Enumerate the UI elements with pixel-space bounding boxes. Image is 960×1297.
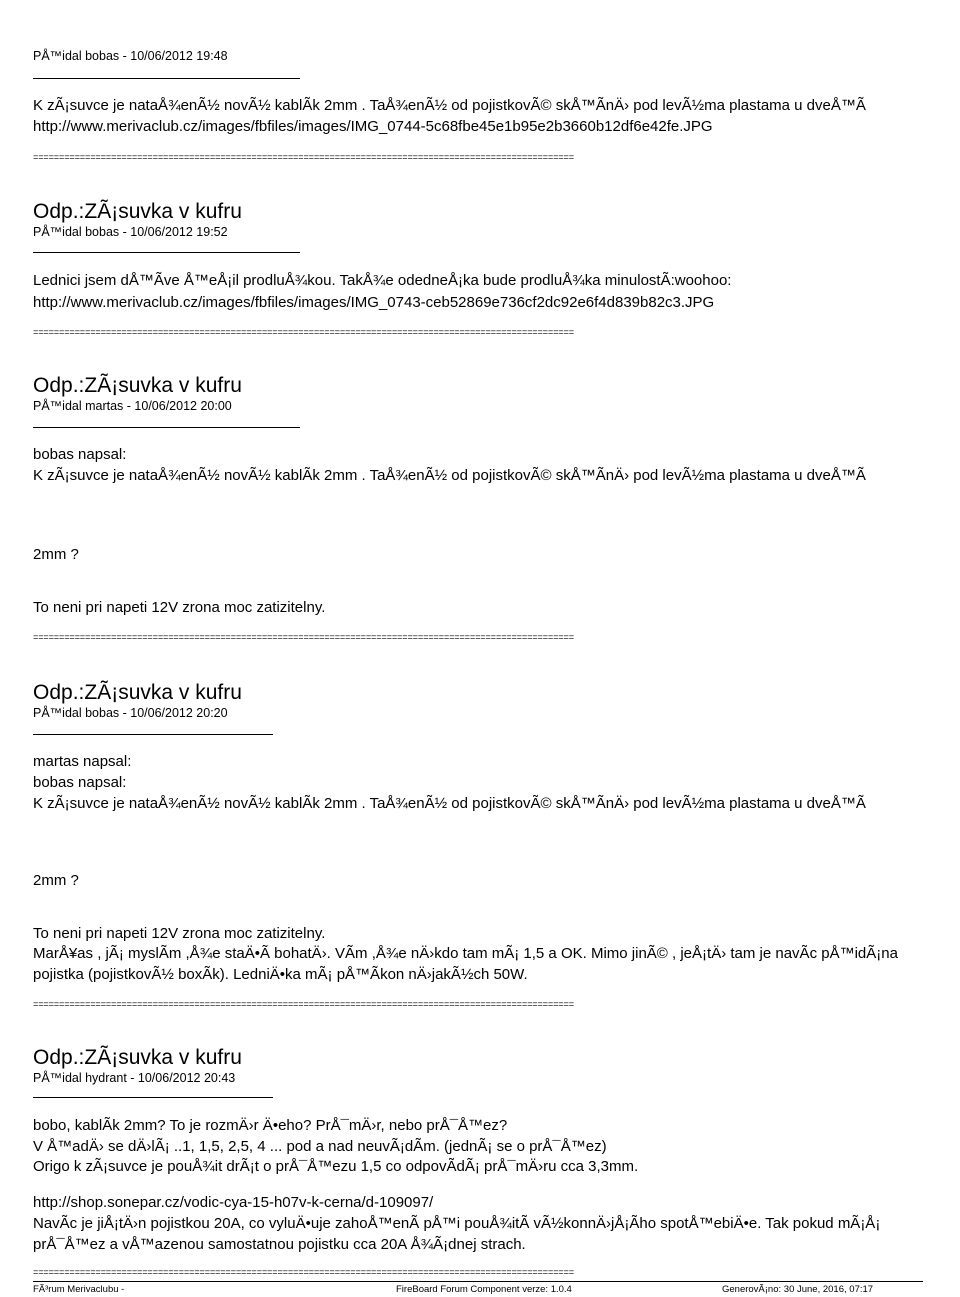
image-link[interactable]: http://www.merivaclub.cz/images/fbfiles/images/IMG_0743-ceb52869e736cf2dc92e6f4d839b82c3.JPG	[33, 294, 715, 311]
post-title: Odp.:ZÃ¡suvka v kufru	[33, 1046, 242, 1069]
post-text-line: bobo, kablÃk 2mm? To je rozmÄ›r Ä•eho? PrÅ¯mÄ›r, nebo prÅ¯Å™ez?	[33, 1117, 508, 1134]
meta-rule	[33, 1097, 273, 1098]
quote-text: K zÃ¡suvce je nataÅ¾enÃ½ novÃ½ kablÃk 2mm . TaÅ¾enÃ½ od pojistkovÃ© skÅ™ÃnÄ› pod levÃ½ma plastama u dveÅ™Ã	[33, 467, 866, 484]
post-separator: ========================================================================================================	[33, 153, 574, 163]
post-separator: ========================================================================================================	[33, 1268, 574, 1278]
post-title: Odp.:ZÃ¡suvka v kufru	[33, 681, 242, 704]
post-separator: ========================================================================================================	[33, 328, 574, 338]
post-separator: ========================================================================================================	[33, 633, 574, 643]
post-separator: ========================================================================================================	[33, 1000, 574, 1010]
post-meta: PÅ™idal bobas - 10/06/2012 19:48	[33, 49, 228, 63]
footer-component-version: FireBoard Forum Component verze: 1.0.4	[396, 1284, 572, 1295]
meta-rule	[33, 252, 300, 253]
post-text-line: K zÃ¡suvce je nataÅ¾enÃ½ novÃ½ kablÃk 2mm . TaÅ¾enÃ½ od pojistkovÃ© skÅ™ÃnÄ› pod levÃ½ma plastama u dveÅ™Ã	[33, 97, 866, 114]
quote-question: 2mm ?	[33, 546, 79, 563]
post-text-line: V Å™adÄ› se dÄ›lÃ¡ ..1, 1,5, 2,5, 4 ... pod a nad neuvÃ¡dÃm. (jednÃ¡ se o prÅ¯Å™ez)	[33, 1138, 607, 1155]
quote-author: martas napsal:	[33, 753, 132, 770]
image-link[interactable]: http://www.merivaclub.cz/images/fbfiles/images/IMG_0744-5c68fbe45e1b95e2b3660b12df6e42fe.JPG	[33, 118, 713, 135]
meta-rule	[33, 78, 300, 79]
footer-rule	[33, 1281, 923, 1282]
post-text-line: Lednici jsem dÅ™Ãve Å™eÅ¡il prodluÅ¾kou. TakÅ¾e odedneÅ¡ka bude prodluÅ¾ka minulostÃ:woohoo:	[33, 272, 732, 289]
post-meta: PÅ™idal hydrant - 10/06/2012 20:43	[33, 1071, 236, 1085]
post-meta: PÅ™idal bobas - 10/06/2012 20:20	[33, 706, 228, 720]
footer-site-name: FÃ³rum Merivaclubu -	[33, 1284, 125, 1295]
post-title: Odp.:ZÃ¡suvka v kufru	[33, 200, 242, 223]
post-title: Odp.:ZÃ¡suvka v kufru	[33, 374, 242, 397]
post-meta: PÅ™idal bobas - 10/06/2012 19:52	[33, 225, 228, 239]
post-meta: PÅ™idal martas - 10/06/2012 20:00	[33, 399, 232, 413]
post-text-line: pojistka (pojistkovÃ½ boxÃk). LedniÄ•ka mÃ¡ pÅ™Ãkon nÄ›jakÃ½ch 50W.	[33, 966, 528, 983]
post-text-line: NavÃc je jiÅ¡tÄ›n pojistkou 20A, co vyluÄ•uje zahoÅ™enÃ pÅ™i pouÅ¾itÃ vÃ½konnÄ›jÅ¡Ãho spotÅ™ebiÄ•e. Tak pokud mÃ¡Å¡	[33, 1215, 881, 1232]
quoted-reply: To neni pri napeti 12V zrona moc zatizitelny.	[33, 925, 326, 942]
post-reply: To neni pri napeti 12V zrona moc zatizitelny.	[33, 599, 326, 616]
meta-rule	[33, 427, 300, 428]
quote-author: bobas napsal:	[33, 774, 127, 791]
post-text-line: Origo k zÃ¡suvce je pouÅ¾it drÃ¡t o prÅ¯Å™ezu 1,5 co odpovÃdÃ¡ prÅ¯mÄ›ru cca 3,3mm.	[33, 1158, 639, 1175]
footer-generated-date: GenerovÃ¡no: 30 June, 2016, 07:17	[722, 1284, 874, 1295]
quote-text: K zÃ¡suvce je nataÅ¾enÃ½ novÃ½ kablÃk 2mm . TaÅ¾enÃ½ od pojistkovÃ© skÅ™ÃnÄ› pod levÃ½ma plastama u dveÅ™Ã	[33, 795, 866, 812]
quote-author: bobas napsal:	[33, 446, 127, 463]
external-link[interactable]: http://shop.sonepar.cz/vodic-cya-15-h07v-k-cerna/d-109097/	[33, 1194, 434, 1211]
meta-rule	[33, 734, 273, 735]
post-text-line: MarÅ¥as , jÃ¡ myslÃm ,Å¾e staÄ•Ã bohatÄ›. VÃm ,Å¾e nÄ›kdo tam mÃ¡ 1,5 a OK. Mimo jinÃ© , jeÅ¡tÄ› tam je navÃc pÅ™idÃ¡na	[33, 945, 898, 962]
quote-question: 2mm ?	[33, 872, 79, 889]
post-text-line: prÅ¯Å™ez a vÅ™azenou samostatnou pojistku cca 20A Å¾Ã¡dnej strach.	[33, 1236, 526, 1253]
